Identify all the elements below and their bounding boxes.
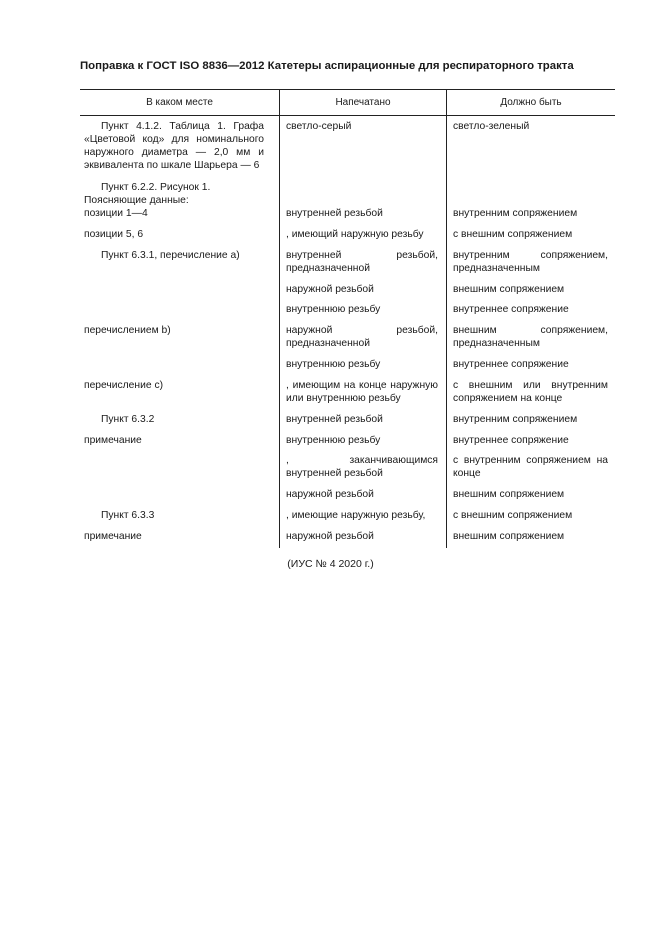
table-cell-should: с внешним сопряжением <box>453 229 573 240</box>
table-cell-where: Пункт 4.1.2. Таблица 1. Графа «Цветовой код» для номинального наружного диаметра — 2,0 мм и эквивалента по шкале Шарьера — 6 <box>84 121 264 171</box>
table-cell-should: внутренним сопряжением <box>453 414 578 425</box>
table-cell-where: Пункт 6.2.2. Рисунок 1. Поясняющие данные: позиции 1—4 <box>84 182 211 219</box>
table-cell-should: внешним сопряжением <box>453 531 565 542</box>
table-cell-where: примечание <box>84 435 142 446</box>
table-cell-printed: , имеющие наружную резьбу, <box>286 510 426 521</box>
table-cell-should: внутренним сопряжением <box>453 208 578 219</box>
table-cell-printed: наружной резьбой <box>286 531 374 542</box>
table-cell-should: внутреннее сопряжение <box>453 304 569 315</box>
table-cell-printed: внутреннюю резьбу <box>286 304 381 315</box>
table-cell-should: внешним сопряжением, предназначенным <box>453 325 608 349</box>
table-header-rule <box>80 115 615 116</box>
footer-note: (ИУС № 4 2020 г.) <box>287 558 374 570</box>
table-cell-printed: внутренней резьбой <box>286 208 383 219</box>
table-cell-printed: наружной резьбой <box>286 284 374 295</box>
column-divider-2 <box>446 89 447 548</box>
table-cell-printed: наружной резьбой, предназначенной <box>286 325 438 349</box>
header-where: В каком месте <box>146 97 213 108</box>
table-cell-should: внутренним сопряжением, предназначенным <box>453 250 608 274</box>
table-cell-printed: внутренней резьбой <box>286 414 383 425</box>
table-cell-printed: наружной резьбой <box>286 489 374 500</box>
document-title: Поправка к ГОСТ ISO 8836—2012 Катетеры аспирационные для респираторного тракта <box>80 60 574 72</box>
table-cell-where: перечислением b) <box>84 325 171 336</box>
table-cell-should: светло-зеленый <box>453 121 530 132</box>
table-cell-where: примечание <box>84 531 142 542</box>
table-cell-printed: внутреннюю резьбу <box>286 359 381 370</box>
table-cell-where: позиции 5, 6 <box>84 229 144 240</box>
table-cell-where: Пункт 6.3.2 <box>101 414 155 425</box>
table-cell-printed: , имеющий наружную резьбу <box>286 229 424 240</box>
table-cell-should: с внешним сопряжением <box>453 510 573 521</box>
table-cell-printed: внутренней резьбой, предназначенной <box>286 250 438 274</box>
table-cell-printed: внутреннюю резьбу <box>286 435 381 446</box>
table-top-rule <box>80 89 615 90</box>
table-cell-printed: светло-серый <box>286 121 352 132</box>
table-cell-should: внутреннее сопряжение <box>453 435 569 446</box>
table-cell-should: с внешним или внутренним сопряжением на конце <box>453 380 608 404</box>
table-cell-should: с внутренним сопряжением на конце <box>453 455 608 479</box>
table-cell-should: внешним сопряжением <box>453 284 565 295</box>
table-cell-where: Пункт 6.3.3 <box>101 510 155 521</box>
table-cell-should: внутреннее сопряжение <box>453 359 569 370</box>
table-cell-printed: , имеющим на конце наружную или внутреннюю резьбу <box>286 380 438 404</box>
header-should-be: Должно быть <box>500 97 562 108</box>
table-cell-where: перечисление с) <box>84 380 164 391</box>
table-cell-should: внешним сопряжением <box>453 489 565 500</box>
table-cell-printed: , заканчивающимся внутренней резьбой <box>286 455 438 479</box>
header-printed: Напечатано <box>335 97 391 108</box>
column-divider-1 <box>279 89 280 548</box>
table-cell-where: Пункт 6.3.1, перечисление а) <box>101 250 240 261</box>
